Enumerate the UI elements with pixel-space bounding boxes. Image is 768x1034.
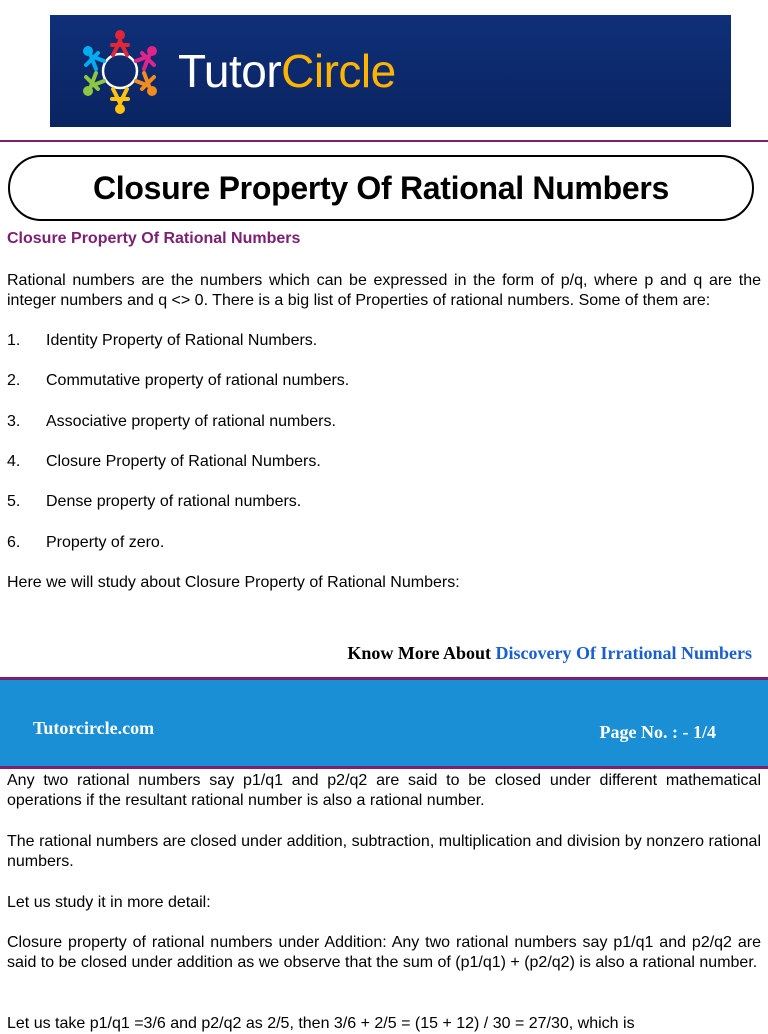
page-footer-band: [0, 677, 768, 769]
list-label: Commutative property of rational numbers.: [46, 372, 350, 389]
page-number: Page No. : - 1/4: [599, 722, 716, 742]
discovery-irrational-link[interactable]: Discovery Of Irrational Numbers: [495, 643, 752, 663]
page-title: Closure Property Of Rational Numbers: [93, 169, 669, 206]
property-list-item: [7, 533, 164, 553]
body-paragraph: Let us study it in more detail:: [7, 894, 211, 911]
body-paragraph: Closure property of rational numbers under Addition: Any two rational numbers say p1/q1 and p2/q2 are said to be closed under addition as we observe that the sum of (p1/q1) + (p2/q2) is also a rational number.: [7, 934, 761, 971]
list-label: Property of zero.: [46, 534, 165, 551]
property-list-item: [7, 492, 301, 512]
study-line: Here we will study about Closure Property of Rational Numbers:: [7, 574, 460, 591]
list-number: 5.: [7, 493, 21, 510]
brand-word-tutor: Tutor: [178, 45, 282, 97]
property-list-item: [7, 331, 317, 351]
brand-word-circle: Circle: [281, 45, 396, 97]
list-label: Closure Property of Rational Numbers.: [46, 453, 321, 470]
body-paragraph: Let us take p1/q1 =3/6 and p2/q2 as 2/5, then 3/6 + 2/5 = (15 + 12) / 30 = 27/30, which is: [7, 1015, 635, 1032]
list-label: Associative property of rational numbers.: [46, 413, 336, 430]
footer-site-name: Tutorcircle.com: [33, 718, 155, 738]
list-number: 6.: [7, 534, 21, 551]
know-more-prefix: Know More About: [347, 643, 496, 663]
header-divider: [0, 140, 768, 142]
list-number: 4.: [7, 453, 21, 470]
property-list-item: [7, 452, 321, 472]
brand-wordmark: [178, 43, 396, 99]
list-number: 3.: [7, 413, 21, 430]
header-banner: [50, 15, 731, 127]
list-label: Dense property of rational numbers.: [46, 493, 302, 510]
title-box: [8, 155, 754, 221]
list-number: 2.: [7, 372, 21, 389]
property-list-item: [7, 412, 336, 432]
list-number: 1.: [7, 332, 21, 349]
property-list-item: [7, 371, 349, 391]
body-paragraph: Any two rational numbers say p1/q1 and p2/q2 are said to be closed under different mathematical operations if the resultant rational number is also a rational number.: [7, 772, 761, 809]
intro-paragraph: Rational numbers are the numbers which can be expressed in the form of p/q, where p and q are the integer numbers and q <> 0. There is a big list of Properties of rational numbers. Some of them are:: [7, 272, 761, 309]
list-label: Identity Property of Rational Numbers.: [46, 332, 318, 349]
body-paragraph: The rational numbers are closed under addition, subtraction, multiplication and division by nonzero rational numbers.: [7, 833, 761, 870]
know-more-line: [347, 643, 752, 664]
tutorcircle-logo-icon: [70, 25, 170, 117]
section-subheading: Closure Property Of Rational Numbers: [7, 230, 301, 247]
